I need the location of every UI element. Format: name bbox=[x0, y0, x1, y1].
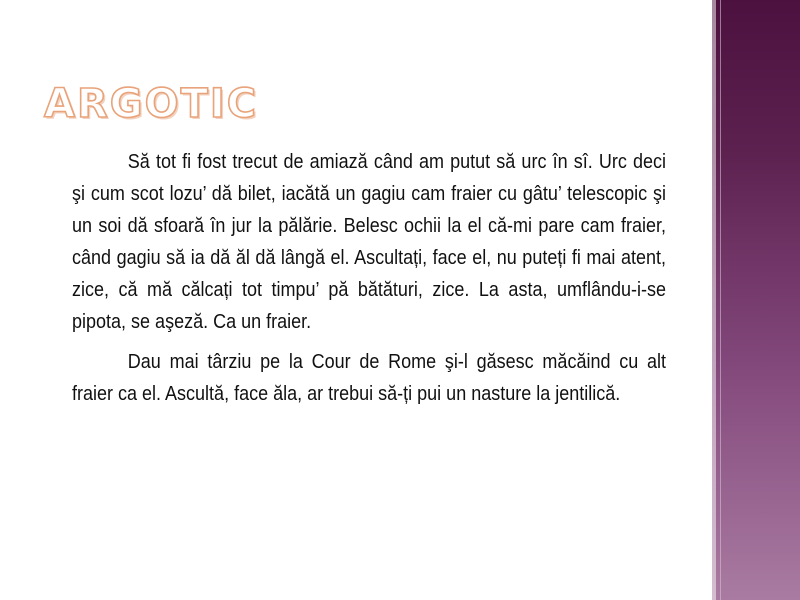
slide-body bbox=[72, 146, 666, 418]
slide-title: ARGOTIC bbox=[44, 81, 259, 127]
paragraph-2: Dau mai târziu pe la Cour de Rome şi-l găsesc măcăind cu alt fraier ca el. Ascultă, face ăla, ar trebui să-ți pui un nasture la jentilică. bbox=[72, 351, 667, 405]
paragraph-1: Să tot fi fost trecut de amiază când am putut să urc în sî. Urc deci şi cum scot lozu’ dă bilet, iacătă un gagiu cam fraier cu gâtu’ telescopic şi un soi dă sfoară în jur la pălărie. Belesc ochii la el că-mi pare cam fraier, când gagiu să ia dă ăl dă lângă el. Ascultați, face el, nu puteți fi mai atent, zice, că mă călcați tot timpu’ pă bătături, zice. La asta, umflându-i-se pipota, se aşeză. Ca un fraier. bbox=[72, 151, 667, 333]
decorative-side-band bbox=[712, 0, 800, 600]
